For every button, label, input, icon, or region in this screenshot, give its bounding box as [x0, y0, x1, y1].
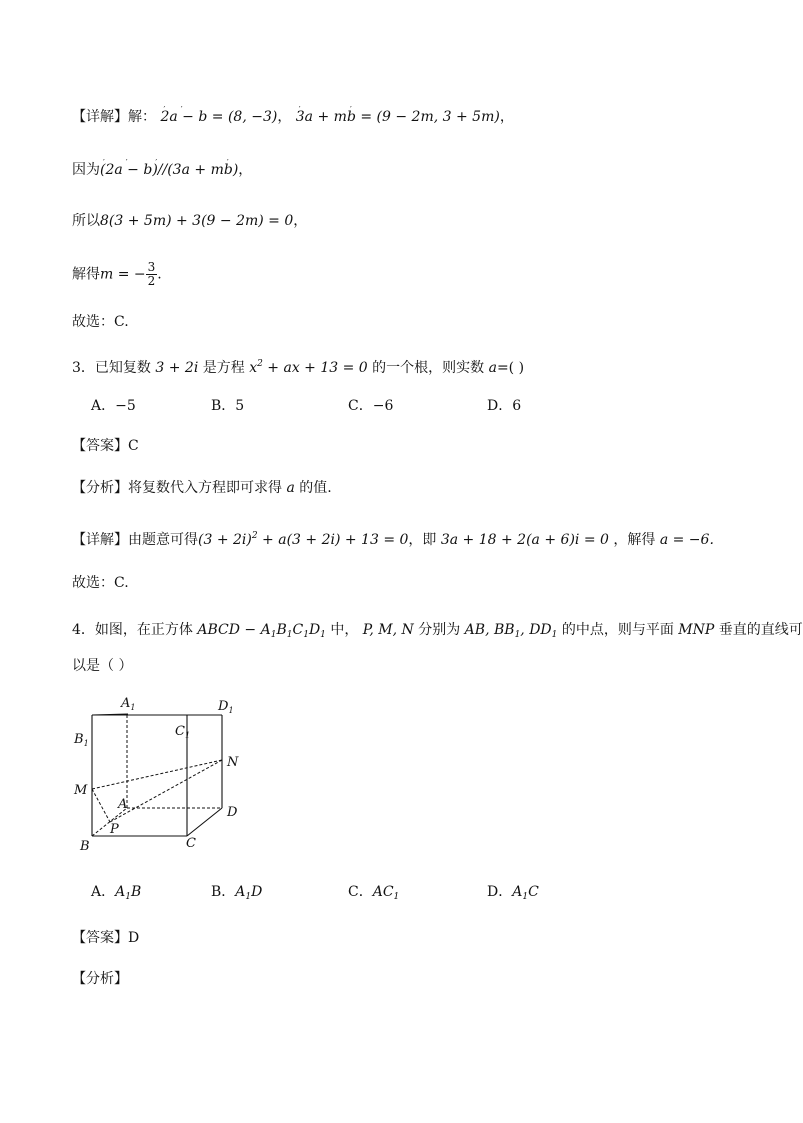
q3-answer: 【答案】C	[72, 438, 139, 454]
label-a: A	[118, 797, 128, 812]
choose-line-1: 故选：C.	[72, 314, 129, 330]
edge-cd	[187, 808, 222, 836]
because-line: 因为′ (2a′ − b′ )//(3a + m′ b)，	[72, 160, 252, 180]
solve-line: 解得m = − $\frac{3}{2}$ .	[72, 260, 162, 288]
label-b: B	[80, 839, 90, 854]
label-c1: $C_1$	[175, 724, 191, 740]
q3-option-c: C．−6	[348, 398, 394, 414]
label-p: P	[110, 822, 119, 837]
q4-option-a: A．$A_1B$	[91, 884, 142, 902]
cube-figure	[70, 690, 260, 860]
q3-choose: 故选：C.	[72, 575, 129, 591]
fraction: $\frac{3}{2}$	[147, 260, 156, 288]
q4-option-b: B．$A_1D$	[211, 884, 263, 902]
label-d: D	[227, 805, 238, 820]
label-n: N	[227, 755, 239, 770]
detail-line-1: 【详解】解： ′ 2a′ − b = (8, −3)， ′ 3a + m′ b = (9 − 2m, 3 + 5m)，	[72, 107, 514, 127]
so-line: 所以8(3 + 5m) + 3(9 − 2m) = 0，	[72, 213, 308, 229]
q3-option-a: A．−5	[91, 398, 136, 414]
label-d1: $D_1$	[218, 699, 234, 715]
q3-detail: 【详解】由题意可得$(3 + 2i)^2 + a(3 + 2i) + 13 = 0$，即 3a + 18 + 2(a + 6)i = 0 ，解得 a = −6.	[72, 531, 714, 548]
q4-analysis: 【分析】	[72, 971, 128, 987]
question-3: 3．已知复数 3 + 2i 是方程 $x^2$ + ax + 13 = 0 的一个根，则实数 a=( )	[72, 359, 525, 376]
detail-tag: 【详解】	[72, 109, 128, 125]
question-4-line-2: 以是（ ）	[72, 658, 133, 674]
q4-option-d: D．$A_1C$	[487, 884, 539, 902]
q3-analysis: 【分析】将复数代入方程即可求得 a 的值.	[72, 480, 332, 496]
label-b1: $B_1$	[74, 732, 89, 748]
label-m: M	[74, 783, 88, 798]
q3-option-b: B．5	[211, 398, 245, 414]
question-4: 4．如图，在正方体 ABCD − $A_1B_1C_1D_1$ 中， P, M, N 分别为 AB, $BB_1$, $DD_1$ 的中点，则与平面 MNP 垂直的直线可	[72, 622, 803, 640]
segment-mn	[92, 760, 222, 789]
label-c: C	[186, 836, 196, 851]
label-a1: $A_1$	[121, 696, 136, 712]
q3-option-d: D．6	[487, 398, 522, 414]
segment-mp	[92, 789, 110, 822]
q4-option-c: C．$AC_1$	[348, 884, 400, 902]
q4-answer: 【答案】D	[72, 930, 140, 946]
